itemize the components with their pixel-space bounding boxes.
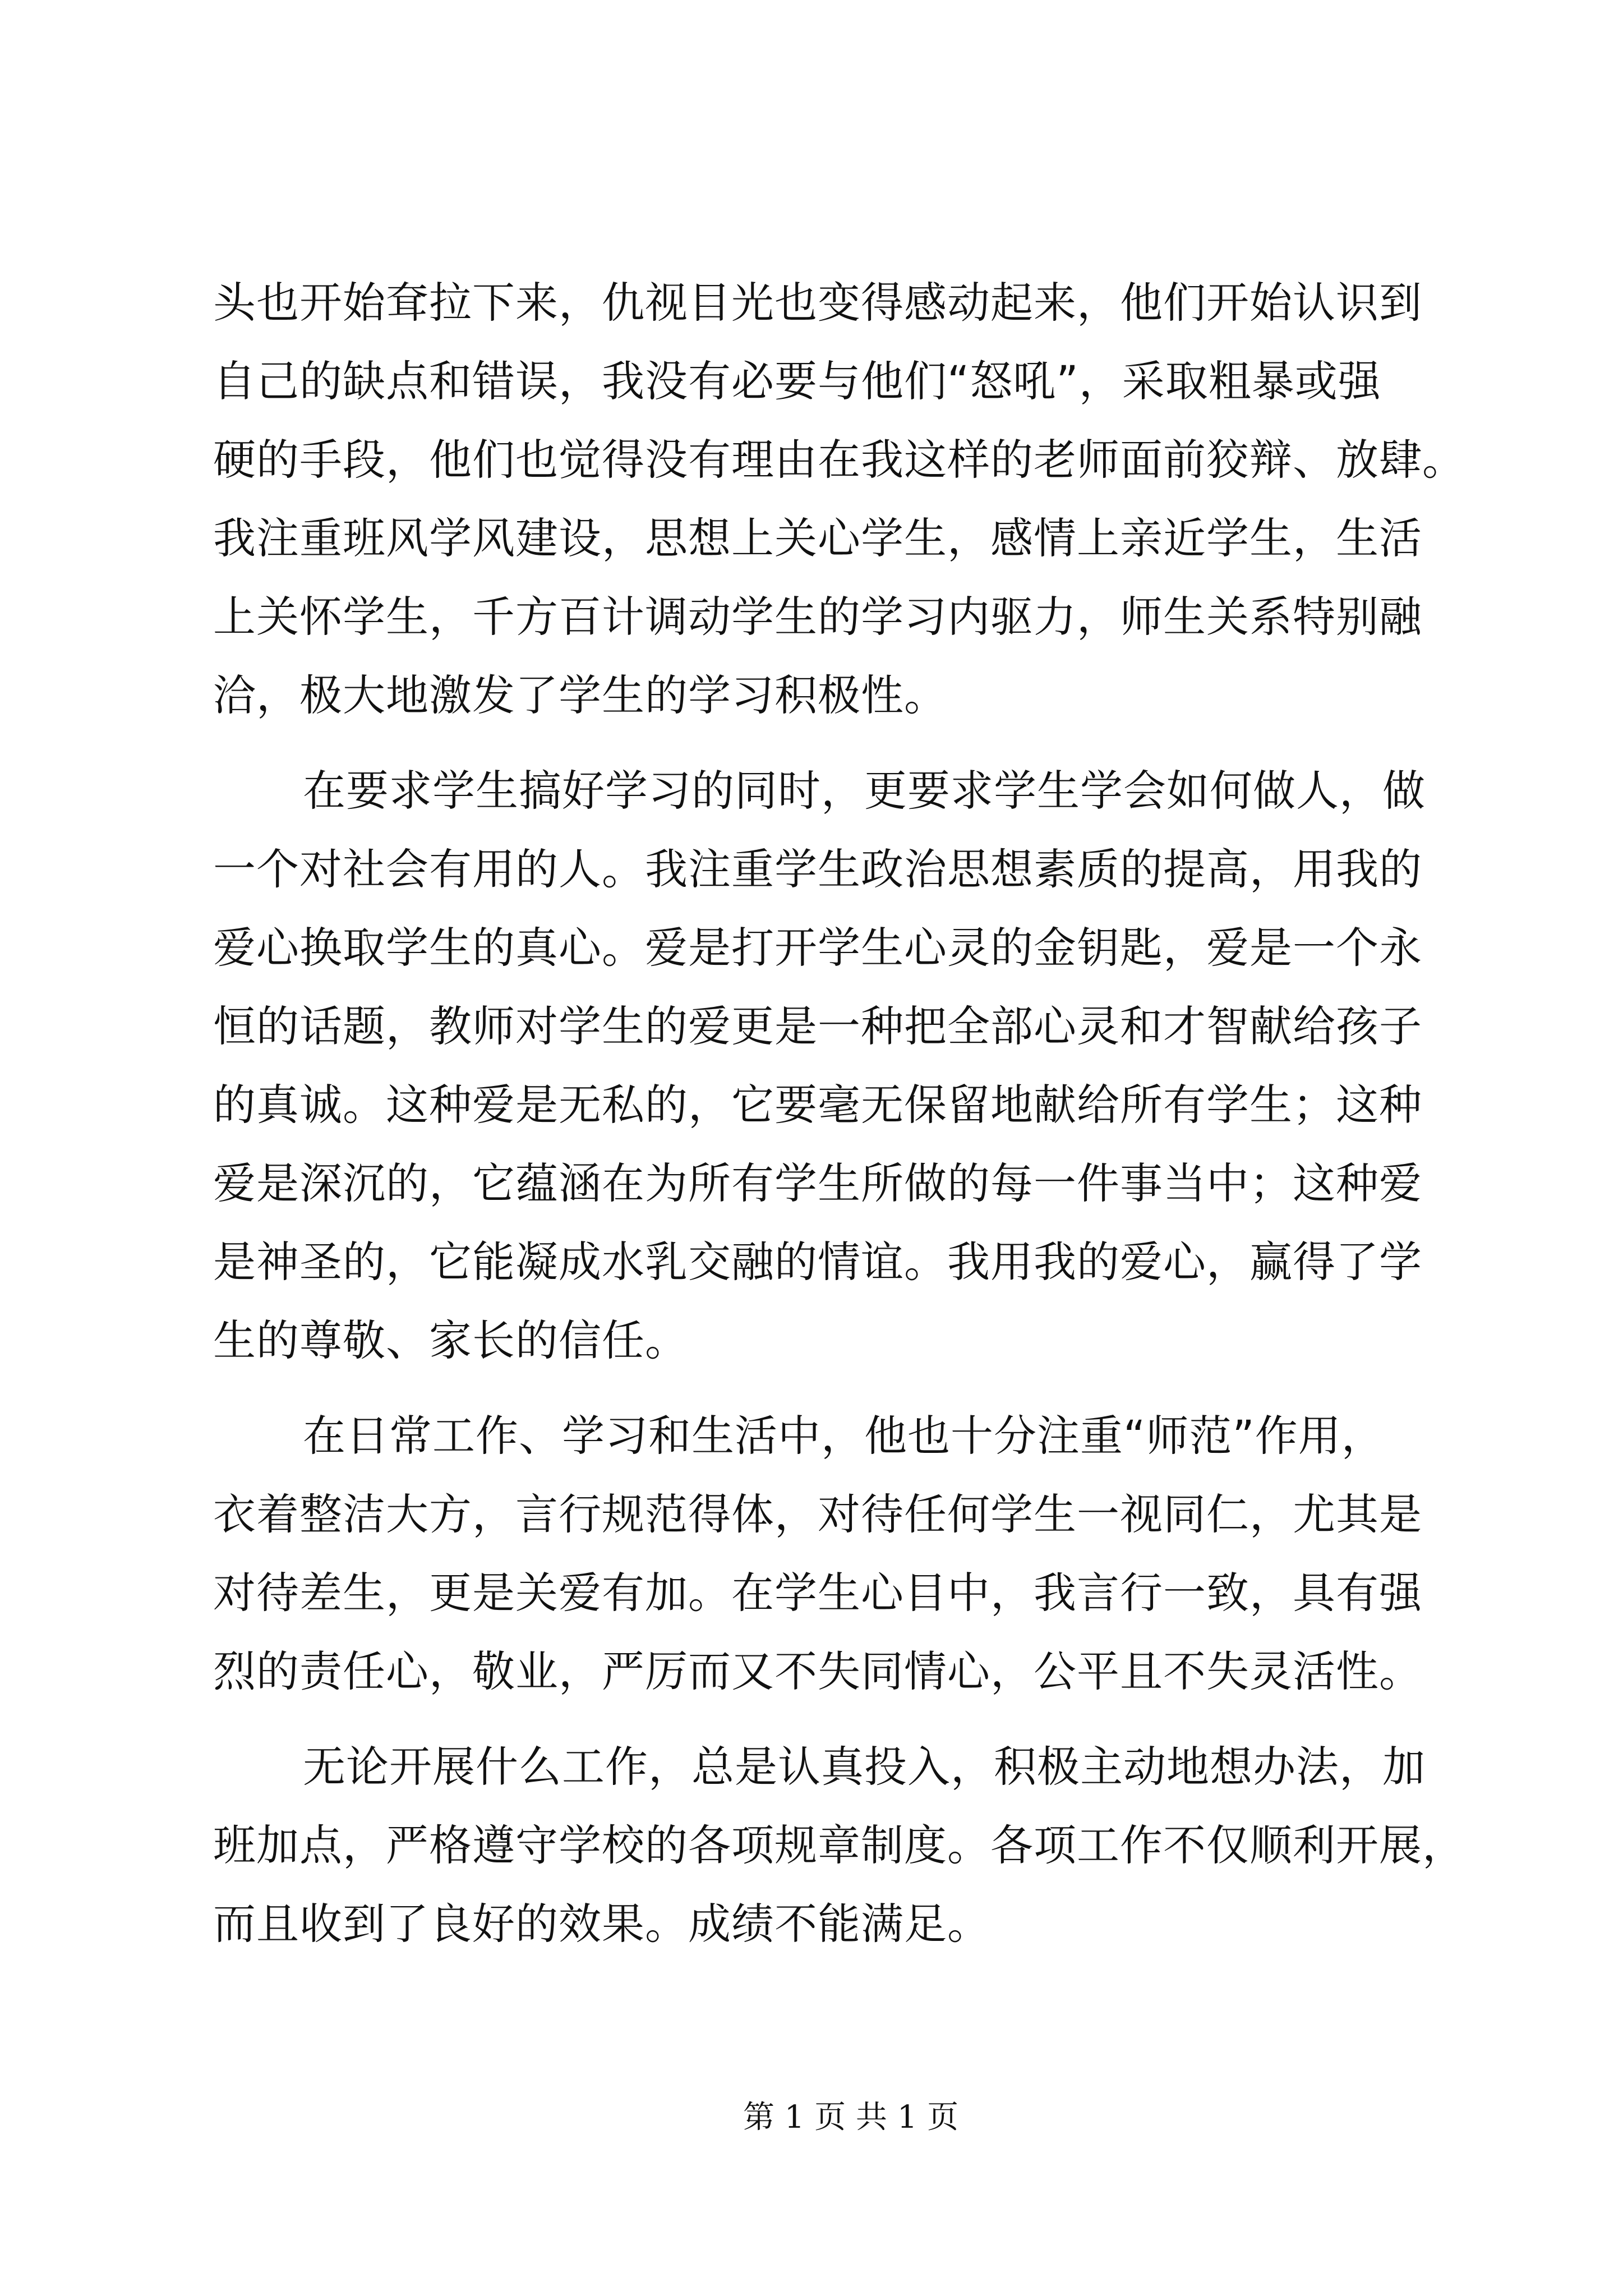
text-line: 班加点，严格遵守学校的各项规章制度。各项工作不仅顺利开展，	[213, 1820, 1465, 1870]
text-line: 上关怀学生，千方百计调动学生的学习内驱力，师生关系特别融	[213, 592, 1422, 642]
text-line: 对待差生，更是关爱有加。在学生心目中，我言行一致，具有强	[213, 1568, 1422, 1618]
text-line: 而且收到了良好的效果。成绩不能满足。	[213, 1899, 990, 1949]
text-line: 爱是深沉的，它蕴涵在为所有学生所做的每一件事当中；这种爱	[213, 1158, 1422, 1208]
text-line: 我注重班风学风建设，思想上关心学生，感情上亲近学生，生活	[213, 513, 1422, 563]
text-line: 爱心换取学生的真心。爱是打开学生心灵的金钥匙，爱是一个永	[213, 923, 1422, 973]
text-line: 是神圣的，它能凝成水乳交融的情谊。我用我的爱心，赢得了学	[213, 1237, 1422, 1287]
text-line: 一个对社会有用的人。我注重学生政治思想素质的提高，用我的	[213, 844, 1422, 894]
text-line: 在日常工作、学习和生活中，他也十分注重“师范”作用，	[303, 1411, 1385, 1461]
text-line: 生的尊敬、家长的信任。	[213, 1315, 688, 1365]
text-line: 的真诚。这种爱是无私的，它要毫无保留地献给所有学生；这种	[213, 1080, 1422, 1130]
page-footer: 第 1 页 共 1 页	[743, 2099, 959, 2136]
text-line: 衣着整洁大方，言行规范得体，对待任何学生一视同仁，尤其是	[213, 1489, 1422, 1539]
text-line: 烈的责任心，敬业，严厉而又不失同情心，公平且不失灵活性。	[213, 1646, 1422, 1696]
text-line: 无论开展什么工作，总是认真投入，积极主动地想办法，加	[303, 1742, 1426, 1792]
text-line: 洽，极大地激发了学生的学习积极性。	[213, 670, 947, 720]
text-line: 自己的缺点和错误，我没有必要与他们“怒吼”，采取粗暴或强	[213, 356, 1381, 406]
text-line: 头也开始耷拉下来，仇视目光也变得感动起来，他们开始认识到	[213, 278, 1422, 328]
text-line: 在要求学生搞好学习的同时，更要求学生学会如何做人，做	[303, 766, 1426, 816]
text-line: 硬的手段，他们也觉得没有理由在我这样的老师面前狡辩、放肆。	[213, 435, 1465, 485]
text-line: 恒的话题，教师对学生的爱更是一种把全部心灵和才智献给孩子	[213, 1001, 1422, 1051]
